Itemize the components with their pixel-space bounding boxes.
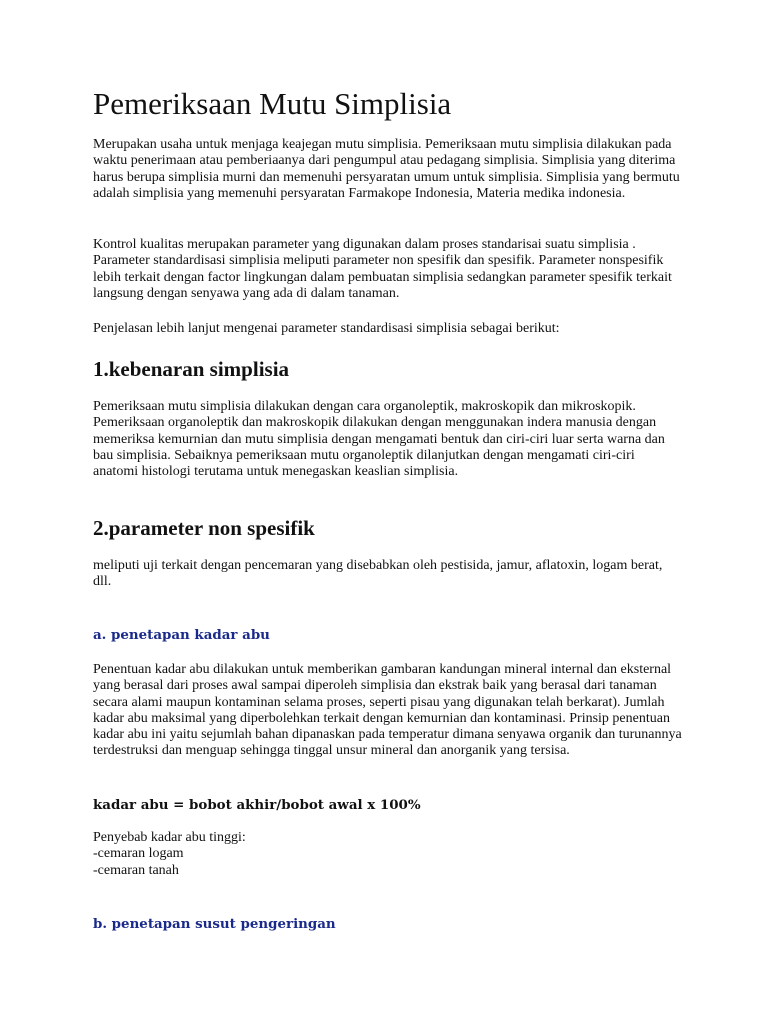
section-1-text: Pemeriksaan mutu simplisia dilakukan dengan cara organoleptik, makroskopik dan mikroskopik. Pemeriksaan organoleptik dan makroskopik dilakukan dengan menggunakan indera manusia dengan memeriksa kemurnian dan mutu simplisia dengan mengamati bentuk dan ciri-ciri luar serta warna dan bau simplisia. Sebaiknya pemeriksaan mutu organoleptik dilanjutkan dengan mengamati ciri-ciri anatomi histologi terutama untuk menegaskan keaslian simplisia.	[93, 399, 665, 480]
subsection-a-text: Penentuan kadar abu dilakukan untuk memberikan gambaran kandungan mineral internal dan eksternal yang berasal dari proses awal sampai diperoleh simplisia dan ekstrak baik yang berasal dari tanaman secara alami maupun kontaminan selama proses, seperti pisau yang digunakan telah berkarat). Jumlah kadar abu maksimal yang diperbolehkan terkait dengan kemurnian dan kontaminasi. Prinsip penentuan kadar abu ini yaitu sejumlah bahan dipanaskan pada temperatur dimana senyawa organik dan turunannya terdestruksi dan menguap sehingga tinggal unsur mineral dan anorganik yang tersisa.	[93, 662, 682, 759]
section-2-heading-block	[93, 515, 683, 541]
ash-content-formula: kadar abu = bobot akhir/bobot awal x 100%	[93, 797, 421, 813]
subsection-b-heading-block	[93, 915, 683, 933]
intro-paragraph-1	[93, 137, 683, 202]
page-title: Pemeriksaan Mutu Simplisia	[93, 86, 452, 121]
subsection-a-paragraph	[93, 662, 683, 760]
subsection-b-heading: b. penetapan susut pengeringan	[93, 916, 336, 932]
intro-text-3: Penjelasan lebih lanjut mengenai parameter standardisasi simplisia sebagai berikut:	[93, 321, 560, 336]
cause-item: -cemaran tanah	[93, 862, 179, 878]
section-1-heading-block	[93, 356, 683, 382]
causes-block	[93, 830, 683, 879]
intro-text-1: Merupakan usaha untuk menjaga keajegan mutu simplisia. Pemeriksaan mutu simplisia dilakukan pada waktu penerimaan atau pemberiaanya dari pengumpul atau pedagang simplisia. Simplisia yang diterima harus berupa simplisia murni dan memenuhi persyaratan umum untuk simplisia. Simplisia yang bermutu adalah simplisia yang memenuhi persyaratan Farmakope Indonesia, Materia medika indonesia.	[93, 137, 680, 201]
section-2-heading: 2.parameter non spesifik	[93, 516, 315, 540]
intro-paragraph-2	[93, 237, 683, 302]
formula-block	[93, 796, 683, 814]
intro-paragraph-3	[93, 321, 683, 337]
section-1-heading: 1.kebenaran simplisia	[93, 357, 290, 381]
section-1-paragraph	[93, 399, 683, 480]
subsection-a-heading: a. penetapan kadar abu	[93, 627, 270, 643]
subsection-a-heading-block	[93, 626, 683, 644]
section-2-paragraph	[93, 558, 683, 591]
intro-text-2: Kontrol kualitas merupakan parameter yang digunakan dalam proses standarisai suatu simplisia . Parameter standardisasi simplisia meliputi parameter non spesifik dan spesifik. Parameter nonspesifik lebih terkait dengan factor lingkungan dalam pembuatan simplisia sedangkan parameter spesifik terkait langsung dengan senyawa yang ada di dalam tanaman.	[93, 237, 672, 301]
section-2-text: meliputi uji terkait dengan pencemaran yang disebabkan oleh pestisida, jamur, aflatoxin, logam berat, dll.	[93, 558, 663, 590]
cause-item: -cemaran logam	[93, 846, 184, 862]
causes-title: Penyebab kadar abu tinggi:	[93, 830, 246, 845]
